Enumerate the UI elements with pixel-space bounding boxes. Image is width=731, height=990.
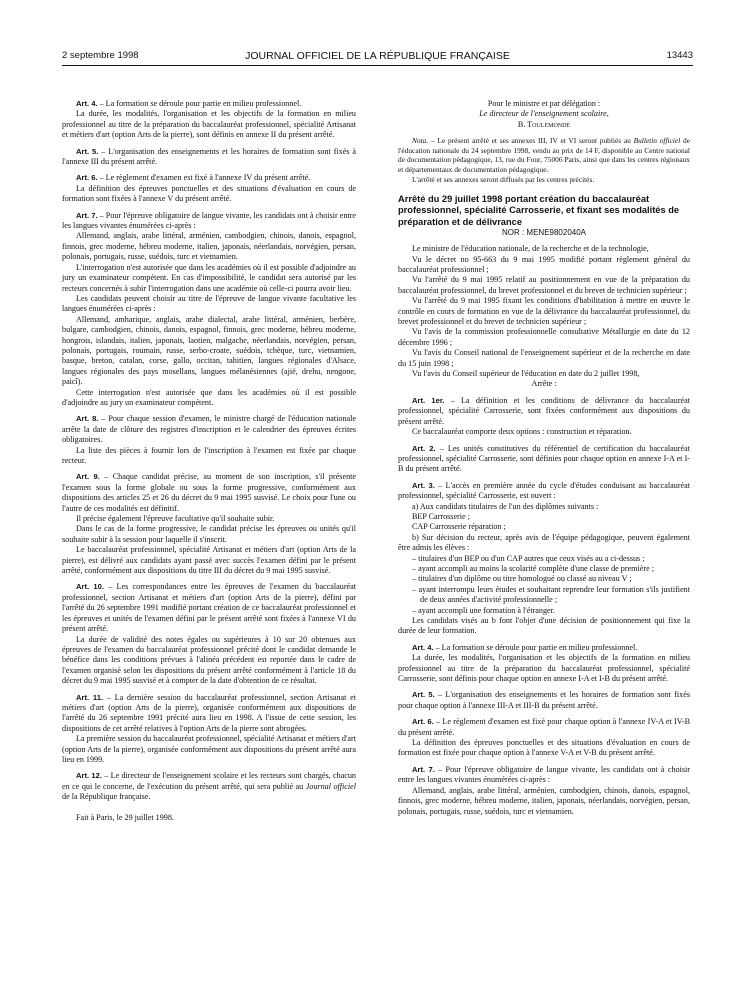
paragraph: Vu l'avis du Conseil supérieur de l'éducation en date du 2 juillet 1998,	[412, 369, 640, 379]
paragraph: Dans le cas de la forme progressive, le candidat précise les épreuves ou unités qu'il souhaite subir à la session pour laquelle il s'inscrit.	[62, 524, 356, 544]
article-3: Art. 3. – L'accès en première année du cycle d'études conduisant au baccalauréat professionnel, spécialité Carrosserie, est ouvert :	[398, 480, 690, 501]
paragraph: Vu l'arrêté du 9 mai 1995 relatif au positionnement en vue de la préparation du baccalauréat professionnel, du brevet professionnel et du brevet de technicien supérieur ;	[398, 275, 690, 295]
signature-line-1: Pour le ministre et par délégation :	[487, 99, 601, 108]
arrete-heading: Arrête :	[531, 379, 557, 389]
article-8: Art. 8. – Pour chaque session d'examen, le ministre chargé de l'éducation nationale arrête la date de clôture des registres d'inscription et le calendrier des épreuves écrites obligatoires.	[62, 414, 356, 445]
nota: Nota. – Le présent arrêté et ses annexes III, IV et VI seront publiés au Bulletin officiel de l'éducation nationale du 24 septembre 1998, vendu au prix de 14 F, disponible au Centre national de documentation pédagogique, 13, rue du Four, 75006 Paris, ainsi que dans les centres régionaux et départementaux de documentation pédagogique.	[398, 136, 690, 174]
article-4: Art. 4. – La formation se déroule pour partie en milieu professionnel.	[76, 99, 302, 108]
journal-title: JOURNAL OFFICIEL DE LA RÉPUBLIQUE FRANÇAISE	[245, 50, 510, 62]
paragraph: Vu le décret no 95-663 du 9 mai 1995 modifié portant règlement général du baccalauréat professionnel ;	[398, 254, 690, 275]
paragraph: Allemand, amharique, anglais, arabe dialectal, arabe littéral, arménien, berbère, bulgare, cambodgien, chinois, danois, espagnol, finnois, grec moderne, hébreu moderne, hongrois, islandais, italien, japonais, laotien, malgache, néerlandais, norvégien, persan, polonais, portugais, roumain, russe, serbo-croate, suédois, tchèque, turc, vietnamien, basque, breton, catalan, corse, gallo, occitan, tahitien, langues régionales d'Alsace, langues régionales des pays mosellans, langues mélanésiennes (ajië, drehu, nengone, paicî).	[62, 314, 356, 387]
article-11: Art. 11. – La dernière session du baccalauréat professionnel, section Artisanat et métiers d'art (option Arts de la pierre), organisée conformément aux dispositions de l'arrêté du 26 septembre 1991 précité aura lieu en 1998. A l'issue de cette session, les dispositions de cet arrêté relatives à l'option Arts de la pierre sont abrogées.	[62, 692, 356, 733]
paragraph: Les candidats peuvent choisir au titre de l'épreuve de langue vivante facultative les langues énumérées ci-après :	[62, 293, 356, 314]
paragraph: L'arrêté et ses annexes seront diffusés par les centres précités.	[412, 174, 595, 184]
paragraph: Allemand, anglais, arabe littéral, arménien, cambodgien, chinois, danois, espagnol, finnois, grec moderne, hébreu moderne, italien, japonais, néerlandais, norvégien, persan, polonais, portugais, russe, suédois, turc et vietnamien.	[62, 231, 356, 262]
right-column	[398, 99, 690, 817]
paragraph: CAP Carrosserie réparation ;	[412, 522, 506, 532]
paragraph: La durée, les modalités, l'organisation et les objectifs de la formation en milieu professionnel au titre de la préparation du baccalauréat professionnel, spécialité Carrosserie, sont définis pour chaque option en annexe I-A et I-B du présent arrêté.	[398, 653, 690, 684]
paragraph: La définition des épreuves ponctuelles et des situations d'évaluation en cours de formation est fixée pour chaque option à l'annexe V-A et V-B du présent arrêté.	[398, 738, 690, 758]
list-item: – ayant accompli une formation à l'étranger.	[412, 605, 555, 615]
paragraph: Le baccalauréat professionnel, spécialité Artisanat et métiers d'art (option Arts de la pierre), est délivré aux candidats ayant passé avec succès l'examen défini par le présent arrêté, conformément aux dispositions du titre III du décret du 9 mai 1995 susvisé.	[62, 545, 356, 576]
decree-title: Arrêté du 29 juillet 1998 portant création du baccalauréat professionnel, spécialité Carrosserie, et fixant ses modalités de préparation et de délivrance	[398, 194, 680, 227]
list-item: – ayant interrompu leurs études et souhaitant reprendre leur formation s'ils justifient de deux années d'activité professionnelle ;	[412, 584, 690, 605]
article-9: Art. 9. – Chaque candidat précise, au moment de son inscription, s'il présente l'examen sous la forme globale ou sous la forme progressive, conformément aux dispositions des articles 25 et 26 du décret du 9 mai 1995 susvisé. Le choix pour l'une ou l'autre de ces modalités est définitif.	[62, 472, 356, 513]
paragraph: La première session du baccalauréat professionnel, spécialité Artisanat et métiers d'art (option Arts de la pierre), organisée conformément aux dispositions du présent arrêté aura lieu en 1999.	[62, 734, 356, 764]
paragraph: b) Sur décision du recteur, après avis de l'équipe pédagogique, peuvent également être admis les élèves :	[398, 532, 690, 553]
left-column	[62, 99, 356, 823]
header-date: 2 septembre 1998	[62, 50, 139, 61]
article-6: Art. 6. – Le règlement d'examen est fixé pour chaque option à l'annexe IV-A et IV-B du présent arrêté.	[398, 717, 691, 737]
paragraph: La définition des épreuves ponctuelles et des situations d'évaluation en cours de formation sont fixées à l'annexe V du présent arrêté.	[62, 183, 356, 204]
article-1: Art. 1er. – La définition et les conditions de délivrance du baccalauréat professionnel, spécialité Carrosserie, sont fixées conformément aux dispositions du présent arrêté.	[398, 395, 690, 426]
article-7: Art. 7. – Pour l'épreuve obligatoire de langue vivante, les candidats ont à choisir entre les langues vivantes énumérées ci-après :	[398, 764, 690, 785]
paragraph: Il précise également l'épreuve facultative qu'il souhaite subir.	[76, 514, 275, 524]
article-5: Art. 5. – L'organisation des enseignements et les horaires de formation sont fixés pour chaque option à l'annexe III-A et III-B du présent arrêté.	[398, 690, 690, 710]
article-2: Art. 2. – Les unités constitutives du référentiel de certification du baccalauréat professionnel, spécialité Carrosserie, sont définies pour chaque option en annexe I-A et I-B du présent arrêté.	[398, 443, 690, 474]
paragraph: BEP Carrosserie ;	[412, 511, 470, 521]
list-item: – titulaires d'un BEP ou d'un CAP autres que ceux visés au a ci-dessus ;	[412, 553, 645, 563]
paragraph: Ce baccalauréat comporte deux options : construction et réparation.	[412, 427, 632, 437]
paragraph: Allemand, anglais, arabe littéral, arménien, cambodgien, chinois, danois, espagnol, finnois, grec moderne, hébreu moderne, italien, japonais, néerlandais, norvégien, persan, polonais, portugais, russe, suédois, turc et vietnamien.	[398, 785, 690, 816]
paragraph: La durée, les modalités, l'organisation et les objectifs de la formation en milieu professionnel au titre de la préparation du baccalauréat professionnel, spécialité Artisanat et métiers d'art (option Arts de la pierre), sont définis en annexe II du présent arrêté.	[62, 109, 356, 140]
list-item: – titulaires d'un diplôme ou titre homologué ou classé au niveau V ;	[412, 574, 632, 584]
signature-name: B. Toulemonde	[517, 119, 571, 129]
nor-reference: NOR : MENE9802040A	[501, 227, 587, 237]
article-4: Art. 4. – La formation se déroule pour partie en milieu professionnel.	[412, 642, 638, 652]
paragraph: L'interrogation n'est autorisée que dans les académies où il est possible d'adjoindre au jury un examinateur compétent. En cas d'impossibilité, le candidat sera autorisé par les recteurs concernés à subir l'interrogation dans une académie où celle-ci pourra avoir lieu.	[62, 262, 356, 293]
paragraph: Vu l'avis du Conseil national de l'enseignement supérieur et de la recherche en date du 15 juin 1998 ;	[398, 348, 690, 368]
paragraph: a) Aux candidats titulaires de l'un des diplômes suivants :	[412, 501, 599, 511]
article-5: Art. 5. – L'organisation des enseignements et les horaires de formation sont fixés à l'annexe III du présent arrêté.	[62, 146, 356, 167]
paragraph: Le ministre de l'éducation nationale, de la recherche et de la technologie,	[412, 244, 649, 254]
list-item: – ayant accompli au moins la scolarité complète d'une classe de première ;	[412, 563, 654, 573]
paragraph: Cette interrogation n'est autorisée que dans les académies où il est possible d'adjoindre au jury un examinateur compétent.	[62, 387, 356, 407]
paragraph: Vu l'arrêté du 9 mai 1995 fixant les conditions d'habilitation à mettre en œuvre le contrôle en cours de formation en vue de la délivrance du baccalauréat professionnel, du brevet professionnel et du brevet de technicien supérieur ;	[398, 296, 690, 327]
article-7: Art. 7. – Pour l'épreuve obligatoire de langue vivante, les candidats ont à choisir entre les langues vivantes énumérées ci-après :	[62, 210, 356, 231]
paragraph: La durée de validité des notes égales ou supérieures à 10 sur 20 obtenues aux épreuves de l'examen du baccalauréat professionnel précité dont le candidat demande le bénéfice dans les conditions prévues à l'alinéa précédent est reportée dans le cadre de l'examen organisé selon les dispositions du présent arrêté conformément à l'article 18 du décret du 9 mai 1995 susvisé et à compter de la date d'obtention de ce résultat.	[62, 634, 356, 686]
header-rule	[62, 65, 693, 66]
article-12: Art. 12. – Le directeur de l'enseignement scolaire et les recteurs sont chargés, chacun en ce qui le concerne, de l'exécution du présent arrêté, qui sera publié au Journal officiel de la République française.	[62, 771, 357, 802]
article-6: Art. 6. – Le règlement d'examen est fixé à l'annexe IV du présent arrêté.	[76, 173, 311, 183]
signing-place-date: Fait à Paris, le 29 juillet 1998.	[76, 812, 174, 822]
paragraph: La liste des pièces à fournir lors de l'inscription à l'examen est fixée par chaque recteur.	[62, 445, 356, 465]
signature-line-2: Le directeur de l'enseignement scolaire,	[479, 109, 609, 119]
paragraph: Les candidats visés au b font l'objet d'une décision de positionnement qui fixe la durée de leur formation.	[398, 616, 690, 636]
page-number: 13443	[666, 50, 693, 61]
paragraph: Vu l'avis de la commission professionnelle consultative Métallurgie en date du 12 décembre 1996 ;	[398, 327, 690, 347]
article-10: Art. 10. – Les correspondances entre les épreuves de l'examen du baccalauréat professionnel, section Artisanat et métiers d'art (option Arts de la pierre), défini par l'arrêté du 26 septembre 1991 modifié portant création de ce baccalauréat professionnel et les épreuves et unités de l'examen défini par le présent arrêté sont fixées à l'annexe VI du présent arrêté.	[62, 582, 356, 634]
